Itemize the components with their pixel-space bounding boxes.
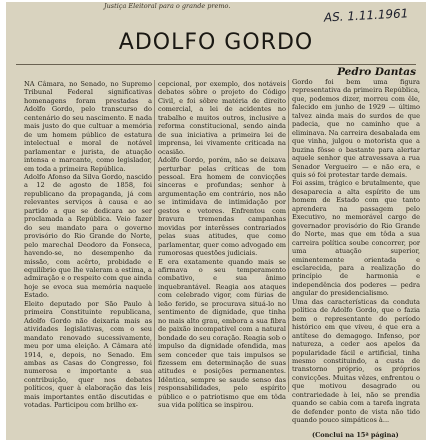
article-column-3: Gordo foi bem uma figura representativa da primeira República, que, podemos dizer, morreu com êle, falecido em junho de 1929 — último talvez ainda mais do surdos de que padecia, que no caminho que a eliminava. Na carreira desabalada em que vinha, julgou o motorista que a buzina fôsse o bastante para alertar aquele senhor que atravessava a rua Senador Vergueiro — e não era, e quis só foi protestar tarde demais. Foi assim, trágico e brutalmente, que desaparecia a alta espírito de um homem de Estado com que tanto aprendera na passagem pelo Executivo, no memorável cargo de governador provisório do Rio Grande do Norte, mas que em tôda a sua carreira política soube concorrer, por uma atuação superior, eminentemente orientada e esclarecida, para a realização do princípio de harmonia e independência dos poderes — pedra angular do presidencialismo. Uma das características da conduta política de Adolfo Gordo, que o fazia bem o representante do período histórico em que viveu, é que era a antítese do demagogo. Infenso, por natureza, a ceder aos apelos da popularidade fácil e artificial, tinha mesmo constituindo, a custa de transtorno próprio, os próprios convicções. Muitas vêzes, enfrentou o que motivou desagrado ou contrariedade à lei, não se prendia quando se cabia com a tarefa ingrata de defender ponto de vista não tido quando pouco simpáticos à... — [292, 78, 420, 425]
author-byline: Pedro Dantas — [337, 66, 416, 78]
article-column-1: NA Câmara, no Senado, no Supremo Tribunal Federal significativas homenagens foram prestadas a Adolfo Gordo, pelo transcurso do centenário do seu nascimento. E nada mais justo do que cultuar a memória de um homem público de estatura intelectual e moral de notável parlamentar e jurista, de atuação intensa e marcante, como legislador, em toda a primeira República. Adolfo Afonso da Silva Gordo, nascido a 12 de agosto de 1858, foi republicano da propaganda, já com relevantes serviços à causa e ao partido a que se dedicara ao ser proclamada a República. Veio fazer do seu mandato para o governo provisório do Rio Grande do Norte, pelo marechal Deodoro da Fonseca, havendo-se, no desempenho da missão, com acêrto, probidade e equilíbrio que lhe valeram a estima, a admiração e o respeito com que ainda hoje se evoca sua memória naquele Estado. Eleito deputado por São Paulo à primeira Constituinte republicana, Adolfo Gordo não deixaria mais as atividades legislativas, com o seu mandato renovado sucessivamente, meu por uma eleição. A Câmara até 1914, e, depois, no Senado. Em ambas as Casas do Congresso, foi numerosa e importante a sua contribuição, quer nos debates políticos, quer à elaboração das leis mais importantes então discutidas e votadas. Participou com brilho ex- — [24, 80, 152, 410]
newspaper-header-strip: Justiça Eleitoral para o grande premo. — [104, 2, 231, 10]
article-column-2: cepcional, por exemplo, dos notáveis debates sôbre o projeto do Código Civil, e foi sôbre matéria de direito comercial, a lei de acidentes no trabalho e muitos outros, inclusive a reforma constitucional, sendo ainda de sua iniciativa a primeira lei de imprensa, lei vivamente criticada na ocasião. Adolfo Gordo, porém, não se deixava perturbar pelas críticas de tom pessoal. Era homem de convicções sinceras e profundas; senhor à argumentação em contrário, nos não se intimidava de intimidação por gestos e vetores. Enfrentou com bravura tremendas campanhas movidas por interêsses contrariados pelas suas atitudes, que como parlamentar, quer como advogado em rumorosas questões judiciais. E era exatamente quando mais se afirmava o seu temperamento combativo, e sua ânimo inquebrantável. Reagia aos ataques com celebrado vigor, com fúrias de leão ferido, se procurava situá-lo no sentimento de dignidade, que tinha no mais alto grau, embora a sua fibra de paixão incompatível com a natural bondade do seu coração. Reagia sob o impulso da dignidade ofendida, mas sem conceder que tais impulsos se fizessem em determinação de suas atitudes e posições permanentes. Idêntica, sempre se saude senso das responsabilidades, pelo espírito público e o patriotismo que em tôda sua vida política se inspirou. — [158, 80, 286, 410]
column-divider — [154, 80, 155, 392]
newspaper-clipping — [6, 2, 426, 440]
continuation-note: (Conclui na 15ª página) — [312, 431, 399, 439]
article-title: ADOLFO GORDO — [118, 30, 314, 55]
column-divider — [288, 80, 289, 392]
handwritten-date-annotation: AS. 1.11.1961 — [323, 6, 409, 25]
